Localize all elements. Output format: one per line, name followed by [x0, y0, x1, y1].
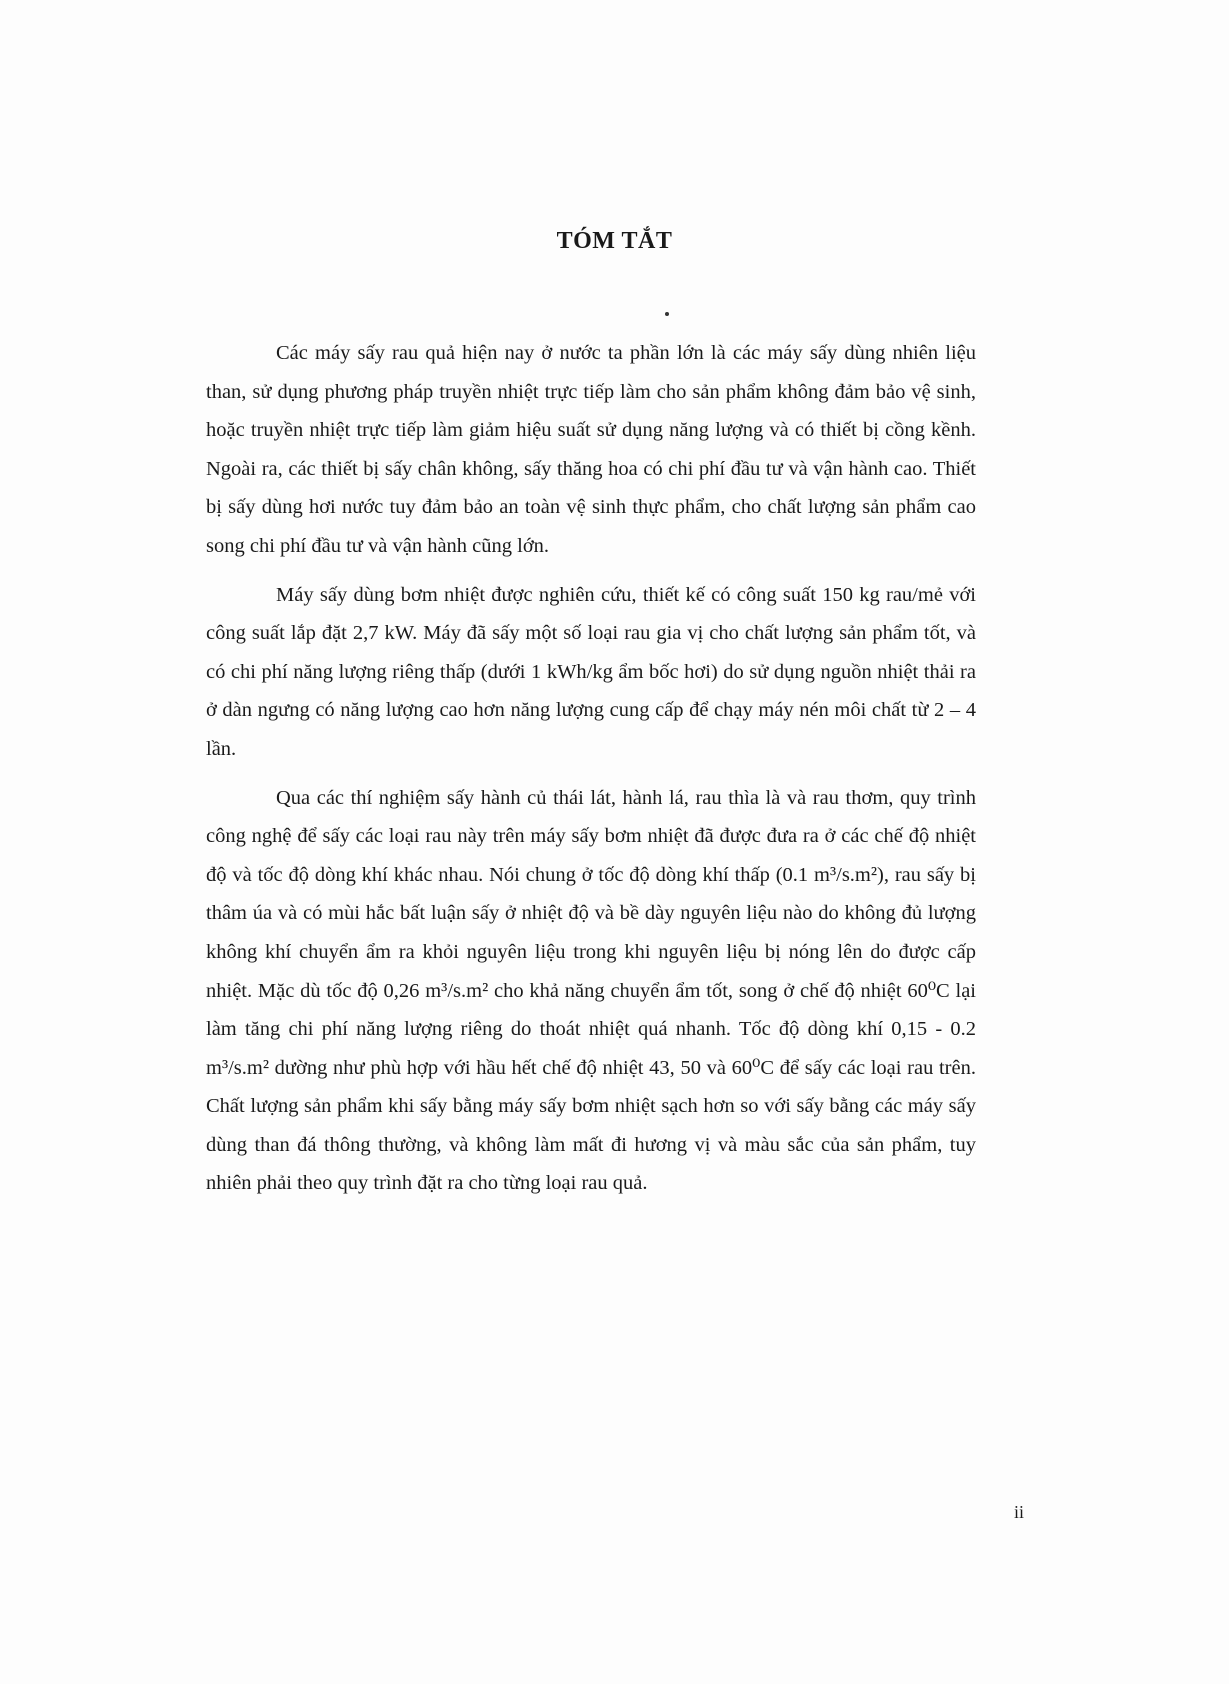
scan-speck — [665, 312, 669, 316]
paragraph-3: Qua các thí nghiệm sấy hành củ thái lát, hành lá, rau thìa là và rau thơm, quy trình công nghệ để sấy các loại rau này trên máy sấy bơm nhiệt đã được đưa ra ở các chế độ nhiệt độ và tốc độ dòng khí khác nhau. Nói chung ở tốc độ dòng khí thấp (0.1 m³/s.m²), rau sấy bị thâm úa và có mùi hắc bất luận sấy ở nhiệt độ và bề dày nguyên liệu nào do không đủ lượng không khí chuyển ẩm ra khỏi nguyên liệu trong khi nguyên liệu bị nóng lên do được cấp nhiệt. Mặc dù tốc độ 0,26 m³/s.m² cho khả năng chuyển ẩm tốt, song ở chế độ nhiệt 60⁰C lại làm tăng chi phí năng lượng riêng do thoát nhiệt quá nhanh. Tốc độ dòng khí 0,15 - 0.2 m³/s.m² dường như phù hợp với hầu hết chế độ nhiệt 43, 50 và 60⁰C để sấy các loại rau trên. Chất lượng sản phẩm khi sấy bằng máy sấy bơm nhiệt sạch hơn so với sấy bằng các máy sấy dùng than đá thông thường, và không làm mất đi hương vị và màu sắc của sản phẩm, tuy nhiên phải theo quy trình đặt ra cho từng loại rau quả. — [206, 786, 976, 1195]
page-number: ii — [1014, 1502, 1025, 1522]
paragraph-2: Máy sấy dùng bơm nhiệt được nghiên cứu, thiết kế có công suất 150 kg rau/mẻ với công suất lắp đặt 2,7 kW. Máy đã sấy một số loại rau gia vị cho chất lượng sản phẩm tốt, và có chi phí năng lượng riêng thấp (dưới 1 kWh/kg ẩm bốc hơi) do sử dụng nguồn nhiệt thải ra ở dàn ngưng có năng lượng cao hơn năng lượng cung cấp để chạy máy nén môi chất từ 2 – 4 lần. — [206, 583, 976, 760]
abstract-body — [206, 334, 976, 1203]
page-title: TÓM TẮT — [556, 228, 673, 254]
paragraph-1: Các máy sấy rau quả hiện nay ở nước ta phần lớn là các máy sấy dùng nhiên liệu than, sử dụng phương pháp truyền nhiệt trực tiếp làm cho sản phẩm không đảm bảo vệ sinh, hoặc truyền nhiệt trực tiếp làm giảm hiệu suất sử dụng năng lượng và có thiết bị cồng kềnh. Ngoài ra, các thiết bị sấy chân không, sấy thăng hoa có chi phí đầu tư và vận hành cao. Thiết bị sấy dùng hơi nước tuy đảm bảo an toàn vệ sinh thực phẩm, cho chất lượng sản phẩm cao song chi phí đầu tư và vận hành cũng lớn. — [206, 342, 976, 557]
